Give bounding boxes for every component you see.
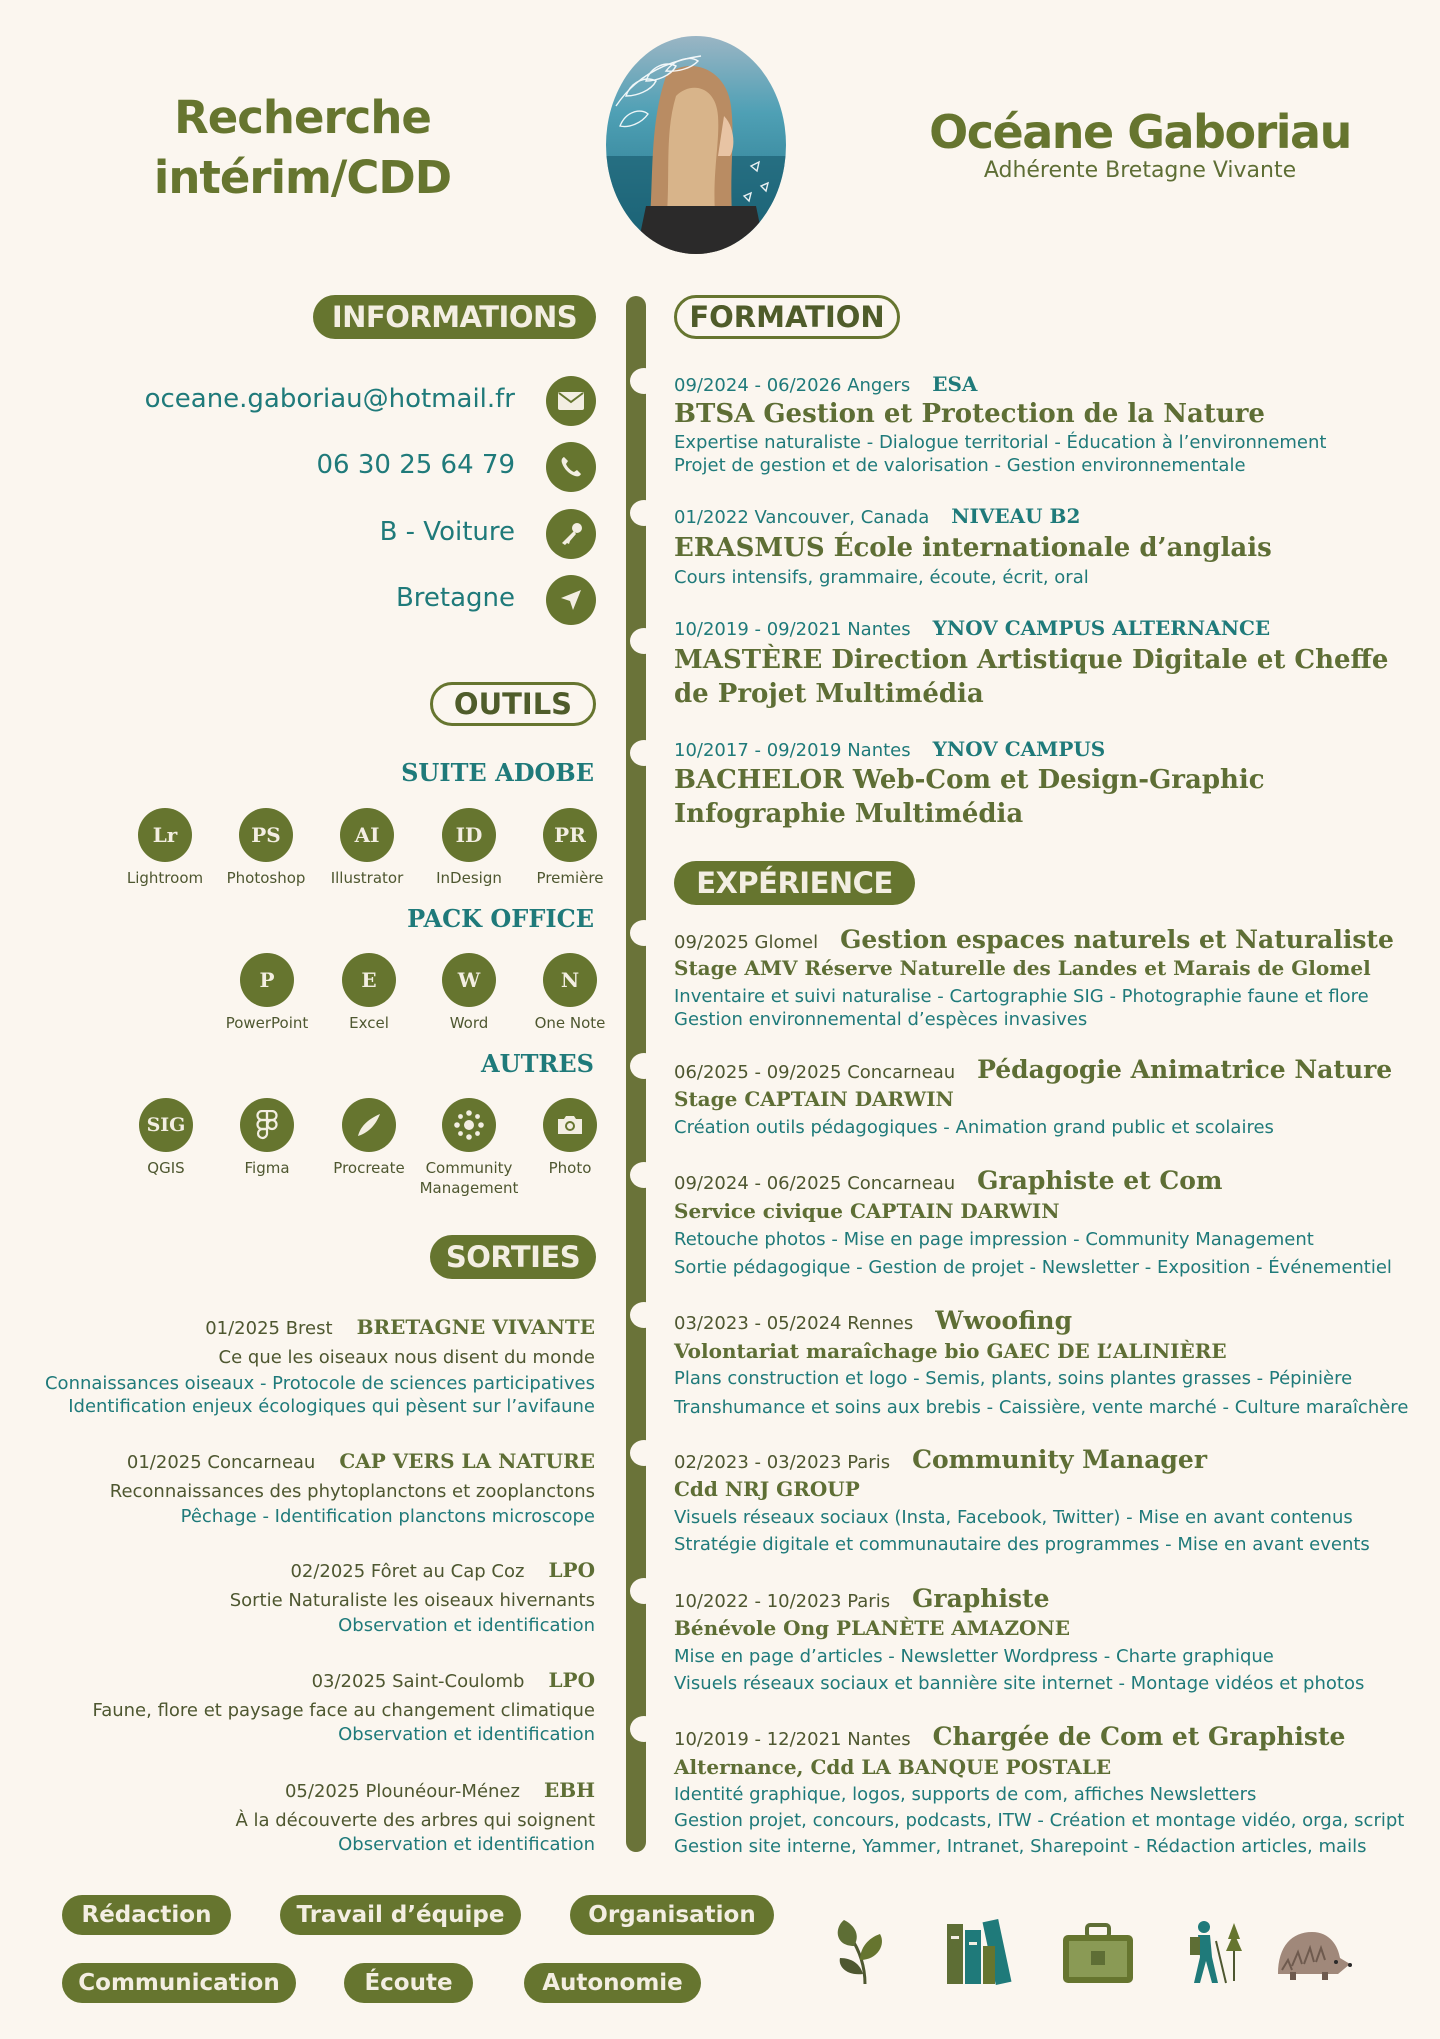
- experience-header: 02/2023 - 03/2023 Paris Community Manager: [674, 1445, 1207, 1474]
- sortie-header: 05/2025 Plounéour-Ménez EBH: [284, 1778, 595, 1802]
- skill-communication: Communication: [62, 1963, 296, 2003]
- formation-header: 09/2024 - 06/2026 Angers ESA: [674, 372, 978, 396]
- experience-subtitle: Service civique CAPTAIN DARWIN: [674, 1199, 1060, 1223]
- sortie-header: 03/2025 Saint-Coulomb LPO: [311, 1668, 595, 1692]
- sortie-header: 02/2025 Fôret au Cap Coz LPO: [290, 1558, 595, 1582]
- tool-figma: Figma: [212, 1098, 322, 1178]
- candidate-subtitle: Adhérente Bretagne Vivante: [983, 158, 1297, 183]
- experience-detail: Stratégie digitale et communautaire des programmes - Mise en avant events: [674, 1534, 1370, 1555]
- experience-header: 10/2022 - 10/2023 Paris Graphiste: [674, 1584, 1050, 1613]
- formation-title: ERASMUS École internationale d’anglais: [674, 533, 1272, 563]
- section-outils: OUTILS: [430, 682, 596, 726]
- timeline-notch: [630, 1162, 658, 1188]
- timeline-notch: [630, 1440, 658, 1466]
- formation-detail: Cours intensifs, grammaire, écoute, écrit, oral: [674, 567, 1089, 588]
- formation-title: MASTÈRE Direction Artistique Digitale et Cheffe: [674, 645, 1389, 675]
- tool-lightroom: Lr Lightroom: [110, 808, 220, 888]
- formation-title: de Projet Multimédia: [674, 679, 984, 709]
- books-icon: [943, 1916, 1021, 1986]
- tool-photoshop: PS Photoshop: [211, 808, 321, 888]
- formation-title: BTSA Gestion et Protection de la Nature: [674, 399, 1265, 429]
- sortie-title: Reconnaissances des phytoplanctons et zooplanctons: [109, 1481, 595, 1502]
- tool-procreate: Procreate: [314, 1098, 424, 1178]
- phone-icon: [546, 442, 596, 492]
- experience-detail: Inventaire et suivi naturalise - Cartographie SIG - Photographie faune et flore: [674, 986, 1369, 1007]
- section-formation: FORMATION: [674, 295, 900, 339]
- experience-detail: Visuels réseaux sociaux (Insta, Facebook, Twitter) - Mise en avant contenus: [674, 1507, 1353, 1528]
- hiker-icon: [1186, 1913, 1246, 1987]
- brush-icon: [342, 1098, 396, 1152]
- tool-illustrator: AI Illustrator: [312, 808, 422, 888]
- hedgehog-icon: [1272, 1926, 1354, 1982]
- experience-detail: Gestion environnemental d’espèces invasives: [674, 1009, 1088, 1030]
- tool-community-management: Community Management: [414, 1098, 524, 1198]
- section-sorties: SORTIES: [430, 1235, 596, 1279]
- sortie-title: Ce que les oiseaux nous disent du monde: [218, 1347, 595, 1368]
- timeline-notch: [630, 1578, 658, 1604]
- tool-word: W Word: [414, 953, 524, 1033]
- contact-license: B - Voiture: [379, 517, 515, 547]
- skill-redaction: Rédaction: [62, 1895, 231, 1935]
- experience-detail: Retouche photos - Mise en page impression - Community Management: [674, 1229, 1314, 1250]
- candidate-name: Océane Gaboriau: [929, 105, 1351, 159]
- formation-title: BACHELOR Web-Com et Design-Graphic: [674, 765, 1265, 795]
- headline-line1: Recherche: [174, 91, 431, 144]
- experience-detail: Gestion site interne, Yammer, Intranet, Sharepoint - Rédaction articles, mails: [674, 1836, 1367, 1857]
- experience-detail: Plans construction et logo - Semis, plants, soins plantes grasses - Pépinière: [674, 1368, 1353, 1389]
- skill-ecoute: Écoute: [344, 1963, 473, 2003]
- formation-title: Infographie Multimédia: [674, 799, 1024, 829]
- skill-organisation: Organisation: [570, 1895, 774, 1935]
- others-title: AUTRES: [481, 1049, 594, 1078]
- plant-icon: [830, 1916, 900, 1986]
- sortie-detail: Pêchage - Identification planctons microscope: [180, 1506, 595, 1527]
- formation-detail: Projet de gestion et de valorisation - Gestion environnementale: [674, 455, 1246, 476]
- suitcase-icon: [1061, 1923, 1135, 1985]
- key-icon: [546, 509, 596, 559]
- camera-icon: [543, 1098, 597, 1152]
- timeline-notch: [630, 1053, 658, 1079]
- formation-header: 10/2019 - 09/2021 Nantes YNOV CAMPUS ALTERNANCE: [674, 616, 1271, 640]
- profile-photo: [606, 36, 786, 254]
- timeline-notch: [630, 500, 658, 526]
- formation-header: 01/2022 Vancouver, Canada NIVEAU B2: [674, 504, 1081, 528]
- experience-subtitle: Volontariat maraîchage bio GAEC DE L’ALINIÈRE: [674, 1339, 1227, 1363]
- headline-line2: intérim/CDD: [153, 151, 452, 204]
- sortie-detail: Observation et identification: [338, 1834, 595, 1855]
- sortie-title: À la découverte des arbres qui soignent: [235, 1810, 595, 1831]
- experience-header: 09/2024 - 06/2025 Concarneau Graphiste et Com: [674, 1166, 1223, 1195]
- section-informations: INFORMATIONS: [313, 295, 596, 339]
- section-experience: EXPÉRIENCE: [674, 861, 915, 905]
- experience-subtitle: Stage AMV Réserve Naturelle des Landes et Marais de Glomel: [674, 956, 1371, 980]
- network-icon: [442, 1098, 496, 1152]
- experience-subtitle: Alternance, Cdd LA BANQUE POSTALE: [674, 1755, 1112, 1779]
- experience-detail: Transhumance et soins aux brebis - Caissière, vente marché - Culture maraîchère: [674, 1397, 1409, 1418]
- tool-onenote: N One Note: [515, 953, 625, 1033]
- envelope-icon: [546, 376, 596, 426]
- sortie-detail: Observation et identification: [338, 1724, 595, 1745]
- tool-indesign: ID InDesign: [414, 808, 524, 888]
- timeline-notch: [630, 740, 658, 766]
- experience-header: 09/2025 Glomel Gestion espaces naturels et Naturaliste: [674, 925, 1394, 954]
- timeline-notch: [630, 1302, 658, 1328]
- contact-email[interactable]: oceane.gaboriau@hotmail.fr: [144, 384, 515, 414]
- sortie-title: Faune, flore et paysage face au changement climatique: [92, 1700, 595, 1721]
- sortie-header: 01/2025 Concarneau CAP VERS LA NATURE: [126, 1449, 595, 1473]
- sortie-title: Sortie Naturaliste les oiseaux hivernants: [229, 1590, 595, 1611]
- experience-detail: Gestion projet, concours, podcasts, ITW - Création et montage vidéo, orga, script: [674, 1810, 1405, 1831]
- timeline-notch: [630, 920, 658, 946]
- timeline-notch: [630, 1716, 658, 1742]
- contact-location: Bretagne: [395, 583, 515, 613]
- headline: [120, 88, 485, 208]
- tool-powerpoint: P PowerPoint: [212, 953, 322, 1033]
- experience-detail: Sortie pédagogique - Gestion de projet - Newsletter - Exposition - Événementiel: [674, 1257, 1392, 1278]
- experience-subtitle: Cdd NRJ GROUP: [674, 1477, 860, 1501]
- experience-detail: Mise en page d’articles - Newsletter Wordpress - Charte graphique: [674, 1646, 1274, 1667]
- sortie-detail: Connaissances oiseaux - Protocole de sciences participatives: [44, 1373, 595, 1394]
- experience-header: 03/2023 - 05/2024 Rennes Wwoofing: [674, 1306, 1073, 1335]
- timeline-notch: [630, 628, 658, 654]
- formation-header: 10/2017 - 09/2019 Nantes YNOV CAMPUS: [674, 737, 1106, 761]
- office-title: PACK OFFICE: [407, 904, 594, 933]
- tool-premiere: PR Première: [515, 808, 625, 888]
- figma-icon: [240, 1098, 294, 1152]
- skill-autonomie: Autonomie: [524, 1963, 701, 2003]
- experience-detail: Identité graphique, logos, supports de com, affiches Newsletters: [674, 1784, 1257, 1805]
- experience-subtitle: Bénévole Ong PLANÈTE AMAZONE: [674, 1616, 1071, 1640]
- timeline-notch: [630, 368, 658, 394]
- experience-header: 10/2019 - 12/2021 Nantes Chargée de Com et Graphiste: [674, 1722, 1346, 1751]
- adobe-title: SUITE ADOBE: [401, 758, 594, 787]
- experience-detail: Création outils pédagogiques - Animation grand public et scolaires: [674, 1117, 1274, 1138]
- sortie-detail: Observation et identification: [338, 1615, 595, 1636]
- tool-qgis: SIG QGIS: [111, 1098, 221, 1178]
- experience-header: 06/2025 - 09/2025 Concarneau Pédagogie Animatrice Nature: [674, 1055, 1393, 1084]
- tool-photo: Photo: [515, 1098, 625, 1178]
- experience-detail: Visuels réseaux sociaux et bannière site internet - Montage vidéos et photos: [674, 1673, 1365, 1694]
- skill-teamwork: Travail d’équipe: [280, 1895, 521, 1935]
- tool-excel: E Excel: [314, 953, 424, 1033]
- sortie-detail: Identification enjeux écologiques qui pèsent sur l’avifaune: [68, 1396, 595, 1417]
- contact-phone[interactable]: 06 30 25 64 79: [316, 450, 515, 480]
- formation-detail: Expertise naturaliste - Dialogue territorial - Éducation à l’environnement: [674, 432, 1327, 453]
- sortie-header: 01/2025 Brest BRETAGNE VIVANTE: [205, 1315, 595, 1339]
- location-arrow-icon: [546, 575, 596, 625]
- experience-subtitle: Stage CAPTAIN DARWIN: [674, 1087, 954, 1111]
